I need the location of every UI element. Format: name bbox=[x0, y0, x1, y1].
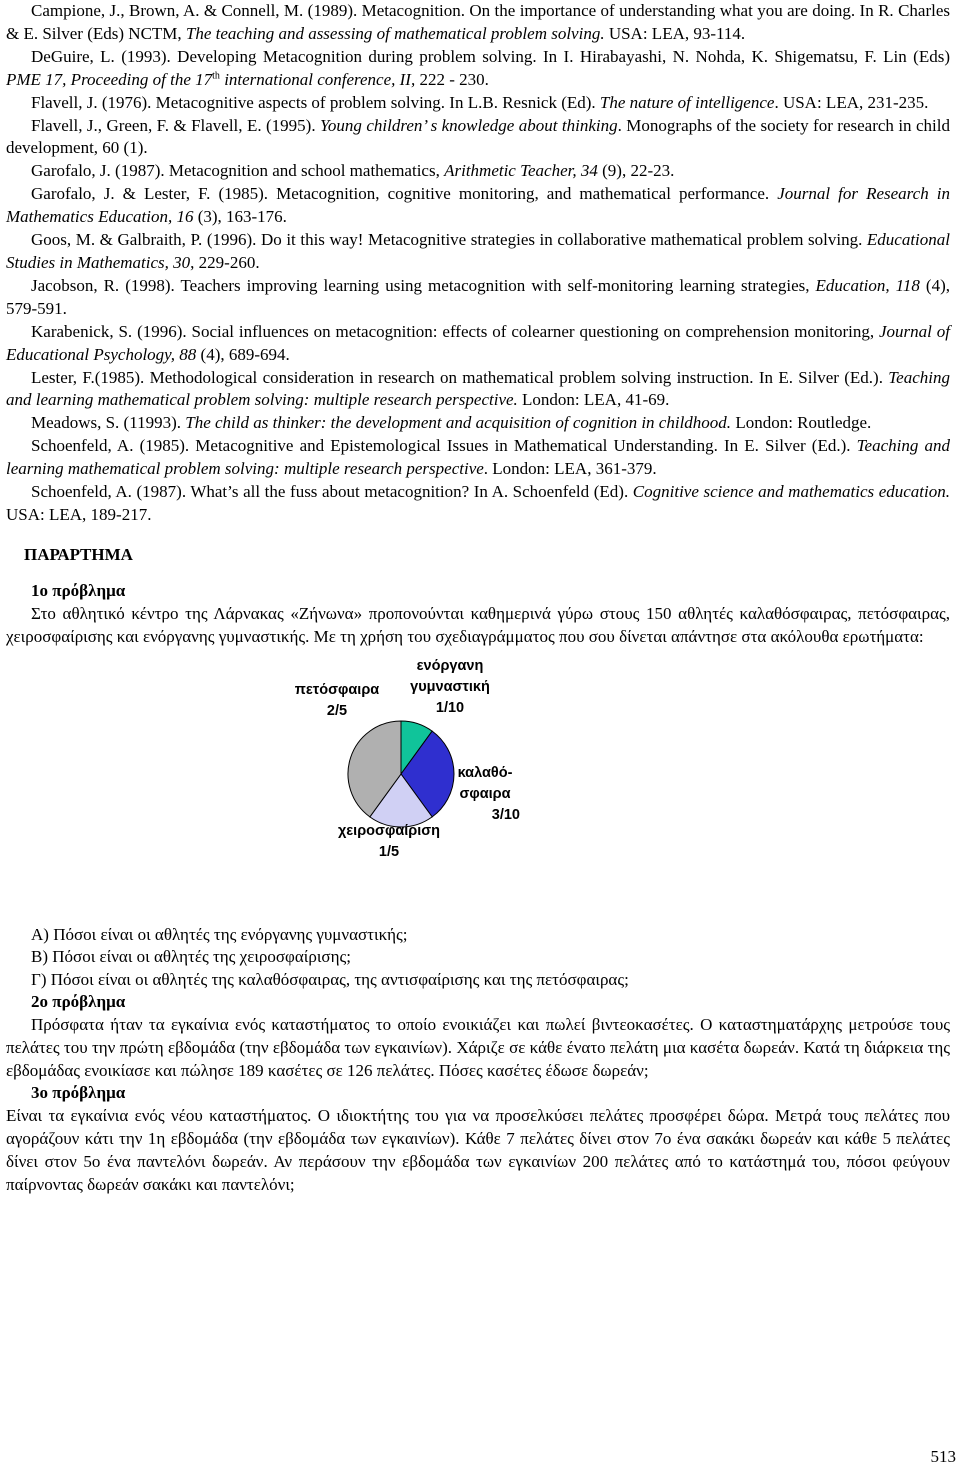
reference-text: Karabenick, S. (1996). Social influences on metacognition: effects of colearner questioning on comprehension monitoring, bbox=[31, 321, 879, 341]
problem2-title: 2ο πρόβλημα bbox=[31, 992, 126, 1012]
label-volleyball-line1: πετόσφαιρα bbox=[294, 681, 380, 698]
question-c: Γ) Πόσοι είναι οι αθλητές της καλαθόσφαιρας, της αντισφαίρισης και της πετόσφαιρας; bbox=[31, 969, 629, 989]
reference-title: PME 17, Proceeding of the 17 bbox=[6, 69, 213, 89]
reference-title: Arithmetic Teacher, 34 bbox=[444, 161, 598, 181]
label-gymnastics-fraction: 1/10 bbox=[435, 699, 465, 716]
reference-title: Cognitive science and mathematics education. bbox=[632, 482, 950, 502]
page bbox=[6, 0, 950, 1196]
problem3-text: Είναι τα εγκαίνια ενός νέου καταστήματος. Ο ιδιοκτήτης του για να προσελκύσει πελάτες προσφέρει δώρα. Μετρά τους πελάτες που αγοράζουν κάτι την 1η εβδομάδα (την εβδομάδα των εγκαινίων). Κάθε 7 πελάτες δίνει στον 7ο ένα σακάκι δωρεάν και κάθε 5 πελάτες δίνει στον 5ο ένα παντελόνι δωρεάν. Αν περάσουν την εβδομάδα των εγκαινίων 200 πελάτες από το κατάστημά του, πόσοι φεύγουν παίρνοντας δωρεάν σακάκι και παντελόνι; bbox=[6, 1106, 950, 1195]
label-handball bbox=[324, 821, 454, 863]
reference-details: (4), 689-694. bbox=[196, 344, 290, 364]
reference-entry bbox=[6, 367, 950, 413]
reference-details: USA: LEA, 189-217. bbox=[6, 504, 152, 524]
reference-details: London: Routledge. bbox=[731, 413, 872, 433]
reference-entry bbox=[6, 321, 950, 367]
reference-text: Flavell, J., Green, F. & Flavell, E. (1995). bbox=[31, 115, 321, 135]
question-b: Β) Πόσοι είναι οι αθλητές της χειροσφαίρισης; bbox=[31, 947, 351, 967]
reference-title: Education, 118 bbox=[815, 275, 920, 295]
reference-text: Schoenfeld, A. (1985). Metacognitive and Epistemological Issues in Mathematical Understanding. In E. Silver (Ed.). bbox=[31, 436, 857, 456]
reference-entry bbox=[6, 229, 950, 275]
label-basketball-line1: καλαθό- bbox=[457, 764, 513, 781]
reference-text: Garofalo, J. (1987). Metacognition and school mathematics, bbox=[31, 161, 445, 181]
reference-entry bbox=[6, 160, 950, 183]
label-gymnastics bbox=[385, 656, 515, 719]
reference-title: The teaching and assessing of mathematical problem solving. bbox=[185, 23, 605, 43]
reference-title: The nature of intelligence bbox=[599, 92, 775, 112]
problem3-title: 3ο πρόβλημα bbox=[31, 1083, 126, 1103]
reference-details: , 229-260. bbox=[190, 252, 260, 272]
reference-details: . Monographs of the society for research in child development, 60 (1). bbox=[6, 115, 950, 158]
label-basketball-fraction: 3/10 bbox=[491, 806, 520, 823]
reference-text: Meadows, S. (11993). bbox=[31, 413, 186, 433]
reference-details: London: LEA, 41-69. bbox=[517, 390, 670, 410]
reference-title: Journal for Research in Mathematics Education, 16 bbox=[6, 184, 951, 227]
reference-text: Garofalo, J. & Lester, F. (1985). Metacognition, cognitive monitoring, and mathematical performance. bbox=[31, 184, 778, 204]
reference-details: USA: LEA, 93-114. bbox=[604, 23, 746, 43]
pie-chart-figure bbox=[6, 652, 950, 902]
reference-title: Young children’ s knowledge about thinking bbox=[320, 115, 618, 135]
label-handball-fraction: 1/5 bbox=[378, 843, 400, 860]
reference-entry bbox=[6, 46, 950, 92]
problem1-questions bbox=[6, 924, 950, 992]
reference-entry bbox=[6, 412, 950, 435]
label-basketball-line2: σφαιρα bbox=[459, 785, 511, 802]
label-gymnastics-line1: ενόργανη bbox=[416, 657, 484, 674]
reference-details: . USA: LEA, 231-235. bbox=[774, 92, 929, 112]
reference-details: . London: LEA, 361-379. bbox=[483, 459, 657, 479]
references bbox=[6, 0, 950, 527]
reference-details: (4), 579-591. bbox=[6, 275, 950, 318]
label-volleyball bbox=[282, 680, 392, 722]
reference-title-cont: international conference, II, bbox=[219, 69, 416, 89]
reference-text: Jacobson, R. (1998). Teachers improving learning using metacognition with self-monitoring learning strategies, bbox=[31, 275, 816, 295]
reference-entry bbox=[6, 115, 950, 161]
page-number: 513 bbox=[930, 1447, 956, 1466]
reference-text: Goos, M. & Galbraith, P. (1996). Do it this way! Metacognitive strategies in collaborative mathematical problem solving. bbox=[31, 230, 867, 250]
question-a: Α) Πόσοι είναι οι αθλητές της ενόργανης γυμναστικής; bbox=[31, 924, 408, 944]
reference-details: (9), 22-23. bbox=[597, 161, 675, 181]
reference-entry bbox=[6, 92, 950, 115]
reference-entry bbox=[6, 481, 950, 527]
reference-title: Teaching and learning mathematical problem solving: multiple research perspective bbox=[6, 436, 950, 479]
reference-entry bbox=[6, 275, 950, 321]
reference-entry bbox=[6, 183, 950, 229]
reference-details: (3), 163-176. bbox=[193, 207, 287, 227]
reference-text: Schoenfeld, A. (1987). What’s all the fuss about metacognition? In A. Schoenfeld (Ed). bbox=[31, 482, 633, 502]
reference-title: Educational Studies in Mathematics, 30 bbox=[6, 230, 950, 272]
problem1-title: 1ο πρόβλημα bbox=[31, 580, 126, 600]
reference-text: Flavell, J. (1976). Metacognitive aspects of problem solving. In L.B. Resnick (Ed). bbox=[31, 92, 600, 112]
label-handball-line1: χειροσφαίριση bbox=[337, 822, 441, 839]
reference-text: DeGuire, L. (1993). Developing Metacognition during problem solving. In I. Hirabayashi, N. Nohda, K. Shigematsu, F. Lin (Eds) bbox=[31, 46, 950, 66]
reference-text: Lester, F.(1985). Methodological consideration in research on mathematical problem solving instruction. In E. Silver (Ed.). bbox=[31, 367, 889, 387]
label-volleyball-fraction: 2/5 bbox=[326, 702, 348, 719]
reference-title: Teaching and learning mathematical problem solving: multiple research perspective. bbox=[6, 367, 950, 410]
label-basketball bbox=[444, 763, 526, 826]
reference-entry bbox=[6, 0, 950, 46]
reference-title: The child as thinker: the development and acquisition of cognition in childhood. bbox=[185, 413, 732, 433]
reference-title: Journal of Educational Psychology, 88 bbox=[6, 321, 950, 364]
reference-text: Campione, J., Brown, A. & Connell, M. (1989). Metacognition. On the importance of understanding what you are doing. In R. Charles & E. Silver (Eds) NCTM, bbox=[6, 1, 950, 43]
reference-details: 222 - 230. bbox=[415, 69, 489, 89]
reference-superscript: th bbox=[212, 70, 220, 82]
reference-entry bbox=[6, 435, 950, 481]
problem2-text: Πρόσφατα ήταν τα εγκαίνια ενός καταστήματος το οποίο ενοικιάζει και πωλεί βιντεοκασέτες. Ο καταστηματάρχης μετρούσε τους πελάτες του την πρώτη εβδομάδα (την εβδομάδα των εγκαινίων). Χάριζε σε κάθε ένατο πελάτη μια κασέτα δωρεάν. Κατά τη διάρκεια της εβδομάδας ενοικίασε και πώλησε 189 κασέτες σε 126 πελάτες. Πόσες κασέτες έδωσε δωρεάν; bbox=[6, 1015, 950, 1081]
problem1-text: Στο αθλητικό κέντρο της Λάρνακας «Ζήνωνα» προπονούνται καθημερινά γύρω στους 150 αθλητές καλαθόσφαιρας, πετόσφαιρας, χειροσφαίρισης και ενόργανης γυμναστικής. Με τη χρήση του σχεδιαγράμματος που σου δίνεται απάντησε στα ακόλουθα ερωτήματα: bbox=[6, 603, 950, 646]
label-gymnastics-line2: γυμναστική bbox=[410, 678, 490, 695]
appendix-title: ΠΑΡΑΡΤΗΜΑ bbox=[24, 544, 133, 564]
